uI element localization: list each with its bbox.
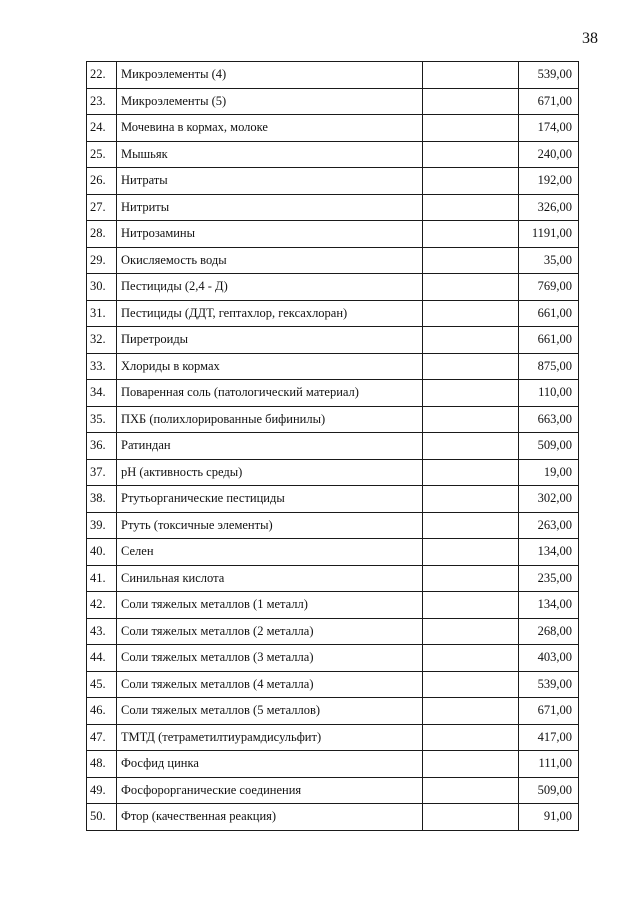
test-name: Ртутьорганические пестициды xyxy=(117,486,423,513)
table-row xyxy=(87,804,579,831)
test-name: Окисляемость воды xyxy=(117,247,423,274)
table-row xyxy=(87,247,579,274)
test-name: Фтор (качественная реакция) xyxy=(117,804,423,831)
table-row xyxy=(87,327,579,354)
row-number: 30. xyxy=(87,274,117,301)
table-row xyxy=(87,751,579,778)
row-number: 22. xyxy=(87,62,117,89)
blank-cell xyxy=(423,380,519,407)
row-number: 41. xyxy=(87,565,117,592)
test-name: Фосфид цинка xyxy=(117,751,423,778)
blank-cell xyxy=(423,618,519,645)
table-row xyxy=(87,62,579,89)
table-row xyxy=(87,433,579,460)
blank-cell xyxy=(423,698,519,725)
row-number: 43. xyxy=(87,618,117,645)
test-name: Микроэлементы (4) xyxy=(117,62,423,89)
test-name: Нитриты xyxy=(117,194,423,221)
blank-cell xyxy=(423,565,519,592)
price-value: 661,00 xyxy=(519,300,579,327)
test-name: Соли тяжелых металлов (3 металла) xyxy=(117,645,423,672)
price-value: 35,00 xyxy=(519,247,579,274)
table-row xyxy=(87,459,579,486)
price-value: 671,00 xyxy=(519,88,579,115)
blank-cell xyxy=(423,141,519,168)
row-number: 23. xyxy=(87,88,117,115)
blank-cell xyxy=(423,645,519,672)
row-number: 31. xyxy=(87,300,117,327)
row-number: 25. xyxy=(87,141,117,168)
table-row xyxy=(87,512,579,539)
blank-cell xyxy=(423,115,519,142)
row-number: 36. xyxy=(87,433,117,460)
table-row xyxy=(87,671,579,698)
table-row xyxy=(87,645,579,672)
test-name: Поваренная соль (патологический материал) xyxy=(117,380,423,407)
test-name: Фосфорорганические соединения xyxy=(117,777,423,804)
blank-cell xyxy=(423,433,519,460)
blank-cell xyxy=(423,671,519,698)
blank-cell xyxy=(423,221,519,248)
row-number: 46. xyxy=(87,698,117,725)
price-value: 263,00 xyxy=(519,512,579,539)
row-number: 44. xyxy=(87,645,117,672)
table-row xyxy=(87,88,579,115)
table-row xyxy=(87,406,579,433)
blank-cell xyxy=(423,486,519,513)
test-name: Селен xyxy=(117,539,423,566)
test-name: Соли тяжелых металлов (2 металла) xyxy=(117,618,423,645)
test-name: ПХБ (полихлорированные бифинилы) xyxy=(117,406,423,433)
row-number: 29. xyxy=(87,247,117,274)
price-value: 111,00 xyxy=(519,751,579,778)
blank-cell xyxy=(423,168,519,195)
test-name: Мочевина в кормах, молоке xyxy=(117,115,423,142)
table-row xyxy=(87,592,579,619)
price-value: 663,00 xyxy=(519,406,579,433)
price-value: 671,00 xyxy=(519,698,579,725)
blank-cell xyxy=(423,247,519,274)
blank-cell xyxy=(423,724,519,751)
table-row xyxy=(87,486,579,513)
test-name: Соли тяжелых металлов (4 металла) xyxy=(117,671,423,698)
table-row xyxy=(87,115,579,142)
row-number: 24. xyxy=(87,115,117,142)
blank-cell xyxy=(423,406,519,433)
table-row xyxy=(87,777,579,804)
row-number: 48. xyxy=(87,751,117,778)
table-body xyxy=(87,62,579,831)
price-value: 417,00 xyxy=(519,724,579,751)
row-number: 32. xyxy=(87,327,117,354)
price-value: 91,00 xyxy=(519,804,579,831)
blank-cell xyxy=(423,327,519,354)
row-number: 39. xyxy=(87,512,117,539)
blank-cell xyxy=(423,62,519,89)
price-table xyxy=(86,61,579,831)
test-name: Соли тяжелых металлов (5 металлов) xyxy=(117,698,423,725)
price-value: 268,00 xyxy=(519,618,579,645)
price-value: 134,00 xyxy=(519,592,579,619)
blank-cell xyxy=(423,300,519,327)
price-value: 19,00 xyxy=(519,459,579,486)
price-value: 661,00 xyxy=(519,327,579,354)
price-value: 509,00 xyxy=(519,777,579,804)
test-name: pH (активность среды) xyxy=(117,459,423,486)
price-value: 302,00 xyxy=(519,486,579,513)
test-name: Соли тяжелых металлов (1 металл) xyxy=(117,592,423,619)
row-number: 42. xyxy=(87,592,117,619)
price-value: 326,00 xyxy=(519,194,579,221)
page-number: 38 xyxy=(582,30,598,47)
test-name: Ратиндан xyxy=(117,433,423,460)
test-name: Мышьяк xyxy=(117,141,423,168)
table-row xyxy=(87,618,579,645)
blank-cell xyxy=(423,274,519,301)
table-row xyxy=(87,724,579,751)
table-row xyxy=(87,380,579,407)
test-name: Нитраты xyxy=(117,168,423,195)
blank-cell xyxy=(423,751,519,778)
blank-cell xyxy=(423,459,519,486)
blank-cell xyxy=(423,194,519,221)
table-row xyxy=(87,565,579,592)
row-number: 49. xyxy=(87,777,117,804)
price-value: 769,00 xyxy=(519,274,579,301)
blank-cell xyxy=(423,353,519,380)
table-row xyxy=(87,698,579,725)
test-name: Микроэлементы (5) xyxy=(117,88,423,115)
table-row xyxy=(87,194,579,221)
price-value: 539,00 xyxy=(519,671,579,698)
table-row xyxy=(87,274,579,301)
row-number: 40. xyxy=(87,539,117,566)
blank-cell xyxy=(423,804,519,831)
price-value: 875,00 xyxy=(519,353,579,380)
test-name: Пиретроиды xyxy=(117,327,423,354)
row-number: 33. xyxy=(87,353,117,380)
table-row xyxy=(87,353,579,380)
row-number: 38. xyxy=(87,486,117,513)
blank-cell xyxy=(423,512,519,539)
price-value: 1191,00 xyxy=(519,221,579,248)
price-value: 539,00 xyxy=(519,62,579,89)
row-number: 28. xyxy=(87,221,117,248)
row-number: 34. xyxy=(87,380,117,407)
row-number: 27. xyxy=(87,194,117,221)
row-number: 47. xyxy=(87,724,117,751)
row-number: 45. xyxy=(87,671,117,698)
test-name: Пестициды (ДДТ, гептахлор, гексахлоран) xyxy=(117,300,423,327)
price-value: 192,00 xyxy=(519,168,579,195)
test-name: Хлориды в кормах xyxy=(117,353,423,380)
row-number: 26. xyxy=(87,168,117,195)
test-name: Синильная кислота xyxy=(117,565,423,592)
price-value: 235,00 xyxy=(519,565,579,592)
table-row xyxy=(87,539,579,566)
table-row xyxy=(87,300,579,327)
table-row xyxy=(87,168,579,195)
row-number: 37. xyxy=(87,459,117,486)
test-name: Нитрозамины xyxy=(117,221,423,248)
price-value: 110,00 xyxy=(519,380,579,407)
table-row xyxy=(87,221,579,248)
blank-cell xyxy=(423,777,519,804)
price-value: 509,00 xyxy=(519,433,579,460)
blank-cell xyxy=(423,592,519,619)
price-value: 240,00 xyxy=(519,141,579,168)
blank-cell xyxy=(423,88,519,115)
price-value: 403,00 xyxy=(519,645,579,672)
table-row xyxy=(87,141,579,168)
row-number: 50. xyxy=(87,804,117,831)
blank-cell xyxy=(423,539,519,566)
price-value: 134,00 xyxy=(519,539,579,566)
test-name: ТМТД (тетраметилтиурамдисульфит) xyxy=(117,724,423,751)
price-value: 174,00 xyxy=(519,115,579,142)
test-name: Ртуть (токсичные элементы) xyxy=(117,512,423,539)
test-name: Пестициды (2,4 - Д) xyxy=(117,274,423,301)
row-number: 35. xyxy=(87,406,117,433)
